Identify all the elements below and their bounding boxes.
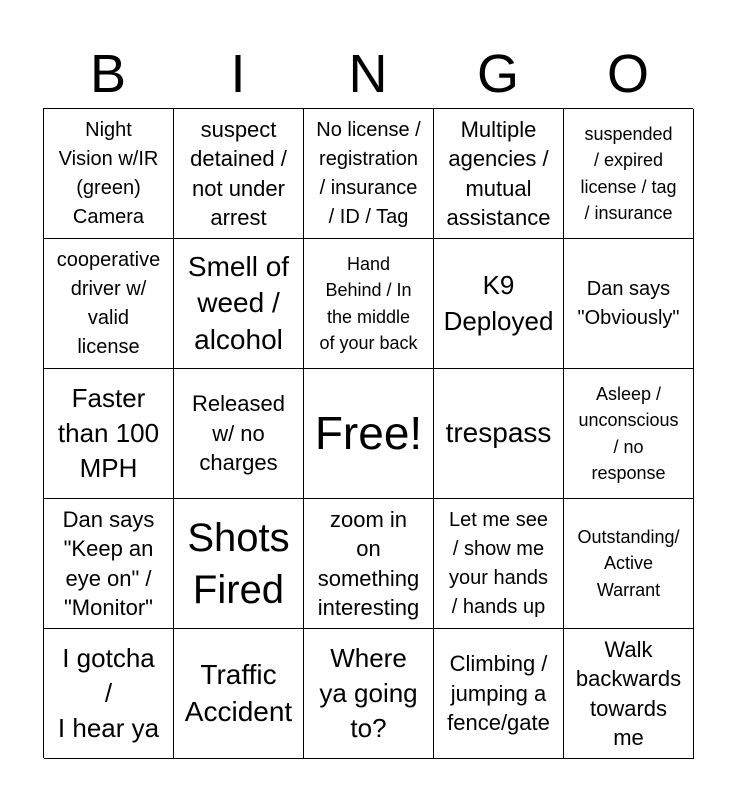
cell-label: cooperative driver w/ valid license xyxy=(56,248,161,358)
cell-label: Dan says "Keep an eye on" / "Monitor" xyxy=(62,506,155,620)
header-letter-g: G xyxy=(476,44,519,104)
bingo-cell-r2c4[interactable] xyxy=(434,239,564,369)
bingo-cell-r5c1[interactable] xyxy=(44,629,174,759)
bingo-cell-r4c2[interactable] xyxy=(174,499,304,629)
cell-label: Let me see / show me your hands / hands up xyxy=(449,508,548,618)
bingo-cell-r5c5[interactable] xyxy=(564,629,694,759)
bingo-cell-r3c5[interactable] xyxy=(564,369,694,499)
cell-label: suspended / expired license / tag / insurance xyxy=(580,124,677,223)
cell-label: Shots Fired xyxy=(187,515,290,612)
bingo-cell-r4c1[interactable] xyxy=(44,499,174,629)
bingo-cell-r4c5[interactable] xyxy=(564,499,694,629)
bingo-cell-free-space[interactable] xyxy=(304,369,434,499)
header-letter-i: I xyxy=(230,44,246,104)
bingo-cell-r1c3[interactable] xyxy=(304,109,434,239)
bingo-cell-r4c3[interactable] xyxy=(304,499,434,629)
cell-label: Free! xyxy=(314,406,423,459)
header-letter-n: N xyxy=(348,44,388,104)
cell-label: Released w/ no charges xyxy=(192,391,285,476)
bingo-cell-r2c5[interactable] xyxy=(564,239,694,369)
cell-label: Where ya going to? xyxy=(319,642,418,744)
bingo-card-grid xyxy=(43,108,693,758)
cell-label: suspect detained / not under arrest xyxy=(190,116,287,230)
cell-label: Multiple agencies / mutual assistance xyxy=(446,116,551,230)
bingo-cell-r3c4[interactable] xyxy=(434,369,564,499)
cell-label: I gotcha / I hear ya xyxy=(57,642,160,744)
cell-label: trespass xyxy=(445,417,552,449)
bingo-cell-r1c1[interactable] xyxy=(44,109,174,239)
bingo-cell-r2c3[interactable] xyxy=(304,239,434,369)
bingo-cell-r2c1[interactable] xyxy=(44,239,174,369)
bingo-cell-r5c3[interactable] xyxy=(304,629,434,759)
cell-label: Night Vision w/IR (green) Camera xyxy=(58,118,159,228)
cell-label: Dan says "Obviously" xyxy=(577,277,680,329)
cell-label: Hand Behind / In the middle of your back xyxy=(319,254,418,353)
cell-label: Asleep / unconscious / no response xyxy=(578,384,679,483)
bingo-cell-r5c2[interactable] xyxy=(174,629,304,759)
bingo-cell-r1c2[interactable] xyxy=(174,109,304,239)
bingo-header xyxy=(43,40,693,108)
cell-label: Faster than 100 MPH xyxy=(57,382,160,484)
cell-label: Traffic Accident xyxy=(184,659,293,727)
cell-label: Outstanding/ Active Warrant xyxy=(577,527,680,600)
bingo-cell-r3c1[interactable] xyxy=(44,369,174,499)
bingo-cell-r2c2[interactable] xyxy=(174,239,304,369)
cell-label: Climbing / jumping a fence/gate xyxy=(447,651,550,736)
bingo-cell-r4c4[interactable] xyxy=(434,499,564,629)
cell-label: zoom in on something interesting xyxy=(317,506,420,620)
bingo-cell-r5c4[interactable] xyxy=(434,629,564,759)
header-letter-b: B xyxy=(89,44,127,104)
bingo-cell-r1c4[interactable] xyxy=(434,109,564,239)
bingo-cell-r3c2[interactable] xyxy=(174,369,304,499)
cell-label: Smell of weed / alcohol xyxy=(187,250,290,355)
header-letter-o: O xyxy=(606,44,649,104)
cell-label: No license / registration / insurance / ID / Tag xyxy=(316,118,421,228)
cell-label: K9 Deployed xyxy=(443,270,554,336)
cell-label: Walk backwards towards me xyxy=(575,636,682,750)
bingo-cell-r1c5[interactable] xyxy=(564,109,694,239)
